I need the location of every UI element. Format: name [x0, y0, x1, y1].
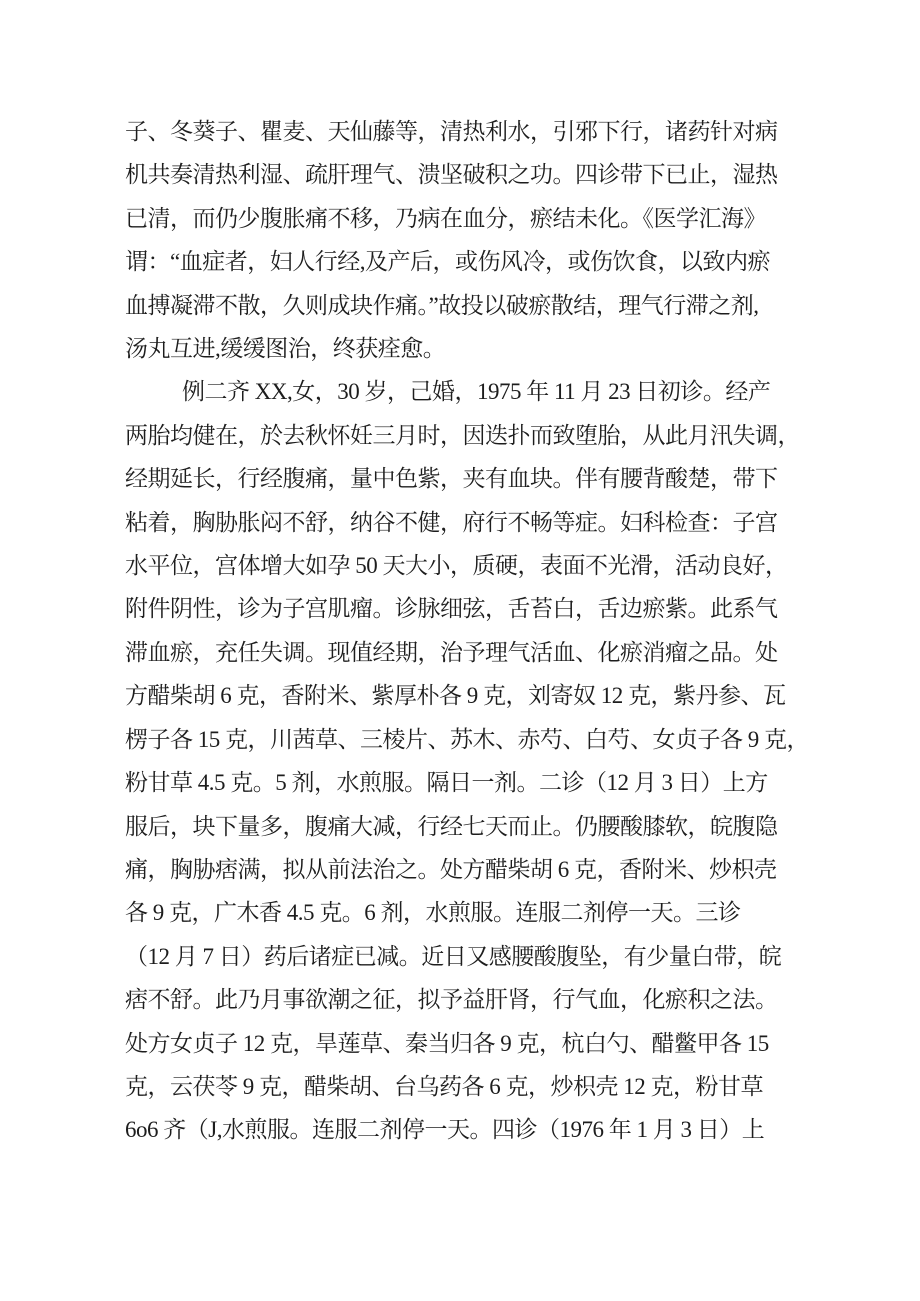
text-line: 楞子各 15 克，川茜草、三棱片、苏木、赤芍、白芍、女贞子各 9 克，	[125, 726, 809, 752]
text-line: 汤丸互进,缓缓图治，终获痊愈。	[125, 336, 446, 362]
text-line: 克，云茯苓 9 克，醋柴胡、台乌药各 6 克，炒枳壳 12 克，粉甘草	[125, 1073, 763, 1099]
text-line: 方醋柴胡 6 克，香附米、紫厚朴各 9 克，刘寄奴 12 克，紫丹参、瓦	[125, 683, 786, 709]
text-line: 痛，胸胁痞满，拟从前法治之。处方醋柴胡 6 克，香附米、炒枳壳	[125, 856, 777, 882]
text-line: 血搏凝滞不散，久则成块作痛。”故投以破瘀散结，理气行滞之剂,	[125, 292, 759, 318]
text-line: 6o6 齐（J,水煎服。连服二剂停一天。四诊（1976 年 1 月 3 日）上	[125, 1117, 765, 1143]
text-line: 已清，而仍少腹胀痛不移，乃病在血分，瘀结未化。《医学汇海》	[125, 205, 766, 231]
text-line: 痞不舒。此乃月事欲潮之征，拟予益肝肾，行气血，化瘀积之法。	[125, 987, 778, 1013]
text-line: 子、冬葵子、瞿麦、天仙藤等，清热利水，引邪下行，诸药针对病	[125, 119, 778, 144]
text-line: 粘着，胸胁胀闷不舒，纳谷不健，府行不畅等症。妇科检查：子宫	[125, 509, 778, 535]
text-line: （12 月 7 日）药后诸症已减。近日又感腰酸腹坠，有少量白带，皖	[125, 943, 782, 969]
text-line: 经期延长，行经腹痛，量中色紫，夹有血块。伴有腰背酸楚，带下	[125, 466, 778, 492]
text-line: 谓：“血症者，妇人行经,及产后，或伤风冷，或伤饮食，以致内瘀	[125, 249, 770, 275]
text-line: 例二齐 XX,女，30 岁，己婚，1975 年 11 月 23 日初诊。经产	[182, 379, 771, 405]
text-line: 机共奏清热利湿、疏肝理气、溃坚破积之功。四诊带下已止，湿热	[125, 162, 778, 188]
text-line: 水平位，宫体增大如孕 50 天大小，质硬，表面不光滑，活动良好，	[125, 553, 788, 579]
text-line: 处方女贞子 12 克，旱莲草、秦当归各 9 克，杭白勺、醋鳖甲各 15	[125, 1030, 769, 1056]
text-line: 各 9 克，广木香 4.5 克。6 剂，水煎服。连服二剂停一天。三诊	[125, 900, 741, 926]
text-line: 粉甘草 4.5 克。5 剂，水煎服。隔日一剂。二诊（12 月 3 日）上方	[125, 770, 768, 796]
text-line: 两胎均健在，於去秋怀妊三月时，因迭扑而致堕胎，从此月汛失调，	[125, 422, 800, 448]
text-block	[125, 110, 809, 1152]
text-line: 服后，块下量多，腹痛大减，行经七天而止。仍腰酸膝软，皖腹隐	[125, 813, 778, 839]
text-line: 滞血瘀，充任失调。现值经期，治予理气活血、化瘀消瘤之品。处	[125, 639, 778, 665]
text-line: 附件阴性，诊为子宫肌瘤。诊脉细弦，舌苔白，舌边瘀紫。此系气	[125, 596, 778, 622]
